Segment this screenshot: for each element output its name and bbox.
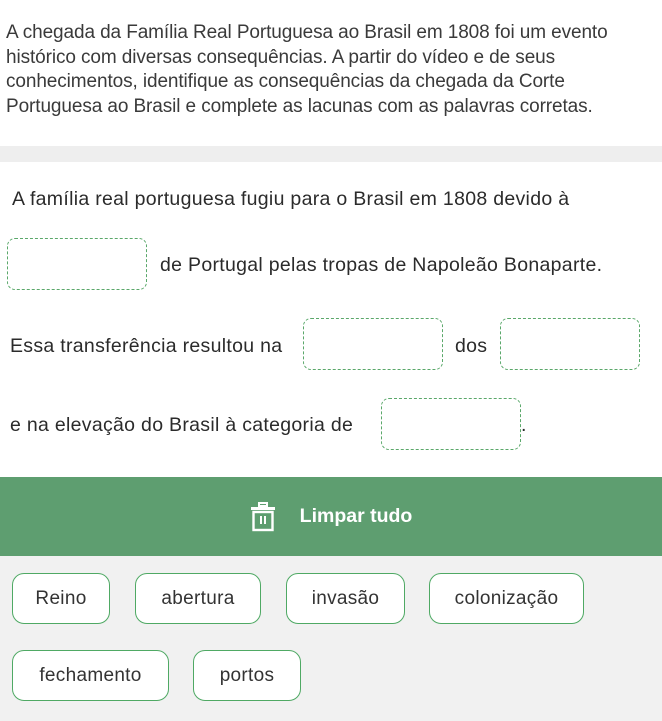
word-chip-abertura[interactable]: abertura [135, 573, 261, 624]
blank-4[interactable] [381, 398, 521, 450]
sentence-line-2: de Portugal pelas tropas de Napoleão Bonaparte. [160, 254, 603, 276]
word-chip-colonizacao[interactable]: colonização [429, 573, 584, 624]
blank-2[interactable] [303, 318, 443, 370]
word-chip-fechamento[interactable]: fechamento [12, 650, 169, 701]
sentence-line-3-start: Essa transferência resultou na [10, 335, 283, 357]
trash-icon [250, 502, 276, 532]
clear-all-button[interactable] [0, 477, 662, 556]
section-divider [0, 146, 662, 162]
blank-3[interactable] [500, 318, 640, 370]
instructions-text: A chegada da Família Real Portuguesa ao Brasil em 1808 foi um evento histórico com diversas consequências. A partir do vídeo e de seus conhecimentos, identifique as consequências da chegada da Corte Portuguesa ao Brasil e complete as lacunas com as palavras corretas. [0, 0, 662, 146]
sentence-line-3-middle: dos [455, 335, 488, 357]
clear-all-label: Limpar tudo [299, 505, 413, 527]
sentence-line-4-start: e na elevação do Brasil à categoria de [10, 414, 354, 436]
word-chip-invasao[interactable]: invasão [286, 573, 405, 624]
word-bank [0, 556, 662, 721]
sentence-line-1: A família real portuguesa fugiu para o Brasil em 1808 devido à [12, 188, 570, 210]
sentence-line-4-period: . [521, 414, 527, 436]
word-chip-reino[interactable]: Reino [12, 573, 110, 624]
blank-1[interactable] [7, 238, 147, 290]
word-chip-portos[interactable]: portos [193, 650, 301, 701]
